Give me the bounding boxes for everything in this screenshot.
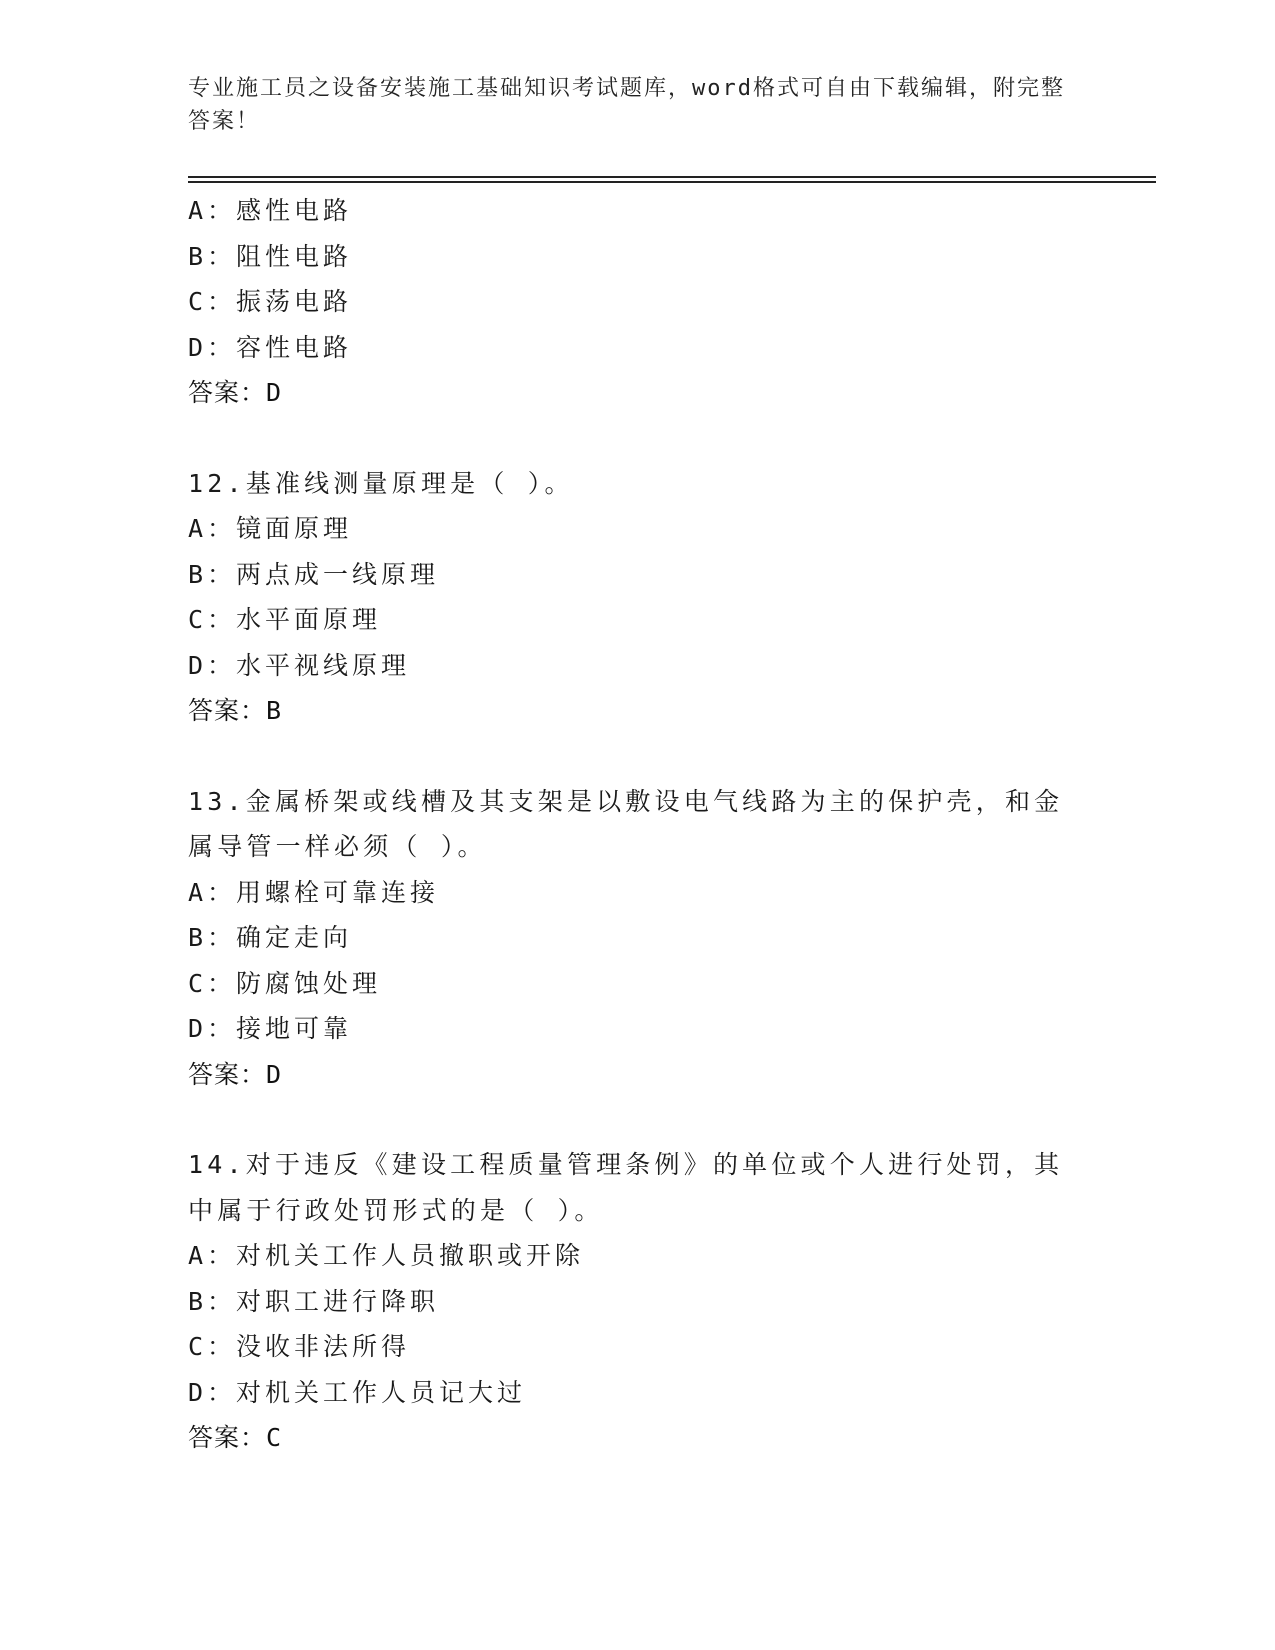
option-b: B：对职工进行降职 (188, 1286, 440, 1316)
option-c: C：没收非法所得 (188, 1332, 411, 1361)
header-divider-top (188, 176, 1156, 178)
answer-label: 答案： (188, 1059, 267, 1089)
document-header: 专业施工员之设备安装施工基础知识考试题库，word格式可自由下载编辑，附完整答案！ (188, 76, 1065, 134)
option-c: C：防腐蚀处理 (188, 968, 382, 998)
option-b: B：阻性电路 (188, 241, 353, 271)
answer-label: 答案： (188, 378, 267, 407)
option-d: D：水平视线原理 (188, 650, 411, 680)
question-14 (188, 1142, 1088, 1461)
answer-value: B (266, 696, 283, 725)
option-a: A：对机关工作人员撤职或开除 (188, 1241, 585, 1270)
answer-label: 答案： (188, 696, 267, 725)
option-c: C：振荡电路 (188, 287, 353, 316)
answer-label: 答案： (188, 1423, 267, 1452)
question-list (188, 188, 1088, 1461)
question-text: 13.金属桥架或线槽及其支架是以敷设电气线路为主的保护壳，和金属导管一样必须（ ）。 (188, 786, 1064, 861)
answer-line (188, 370, 1088, 416)
answer-value: C (266, 1423, 283, 1452)
option-b: B：两点成一线原理 (188, 559, 440, 589)
option-d: D：接地可靠 (188, 1014, 353, 1043)
header-divider-bottom (188, 181, 1156, 183)
question-text: 12.基准线测量原理是（ ）。 (188, 468, 574, 498)
answer-line (188, 1415, 1088, 1461)
question-13 (188, 779, 1088, 1098)
answer-value: D (266, 378, 283, 407)
question-text: 14.对于违反《建设工程质量管理条例》的单位或个人进行处罚，其中属于行政处罚形式的是（ ）。 (188, 1150, 1064, 1225)
question-12 (188, 461, 1088, 734)
option-a: A：感性电路 (188, 196, 353, 225)
question-spacer (188, 416, 1088, 461)
option-b: B：确定走向 (188, 923, 353, 952)
option-d: D：容性电路 (188, 332, 353, 362)
answer-line (188, 688, 1088, 734)
question-11 (188, 188, 1088, 416)
option-d: D：对机关工作人员记大过 (188, 1377, 527, 1407)
question-spacer (188, 734, 1088, 779)
option-a: A：镜面原理 (188, 514, 353, 543)
question-spacer (188, 1097, 1088, 1142)
option-a: A：用螺栓可靠连接 (188, 877, 440, 907)
answer-line (188, 1052, 1088, 1098)
option-c: C：水平面原理 (188, 605, 382, 634)
answer-value: D (266, 1059, 283, 1089)
